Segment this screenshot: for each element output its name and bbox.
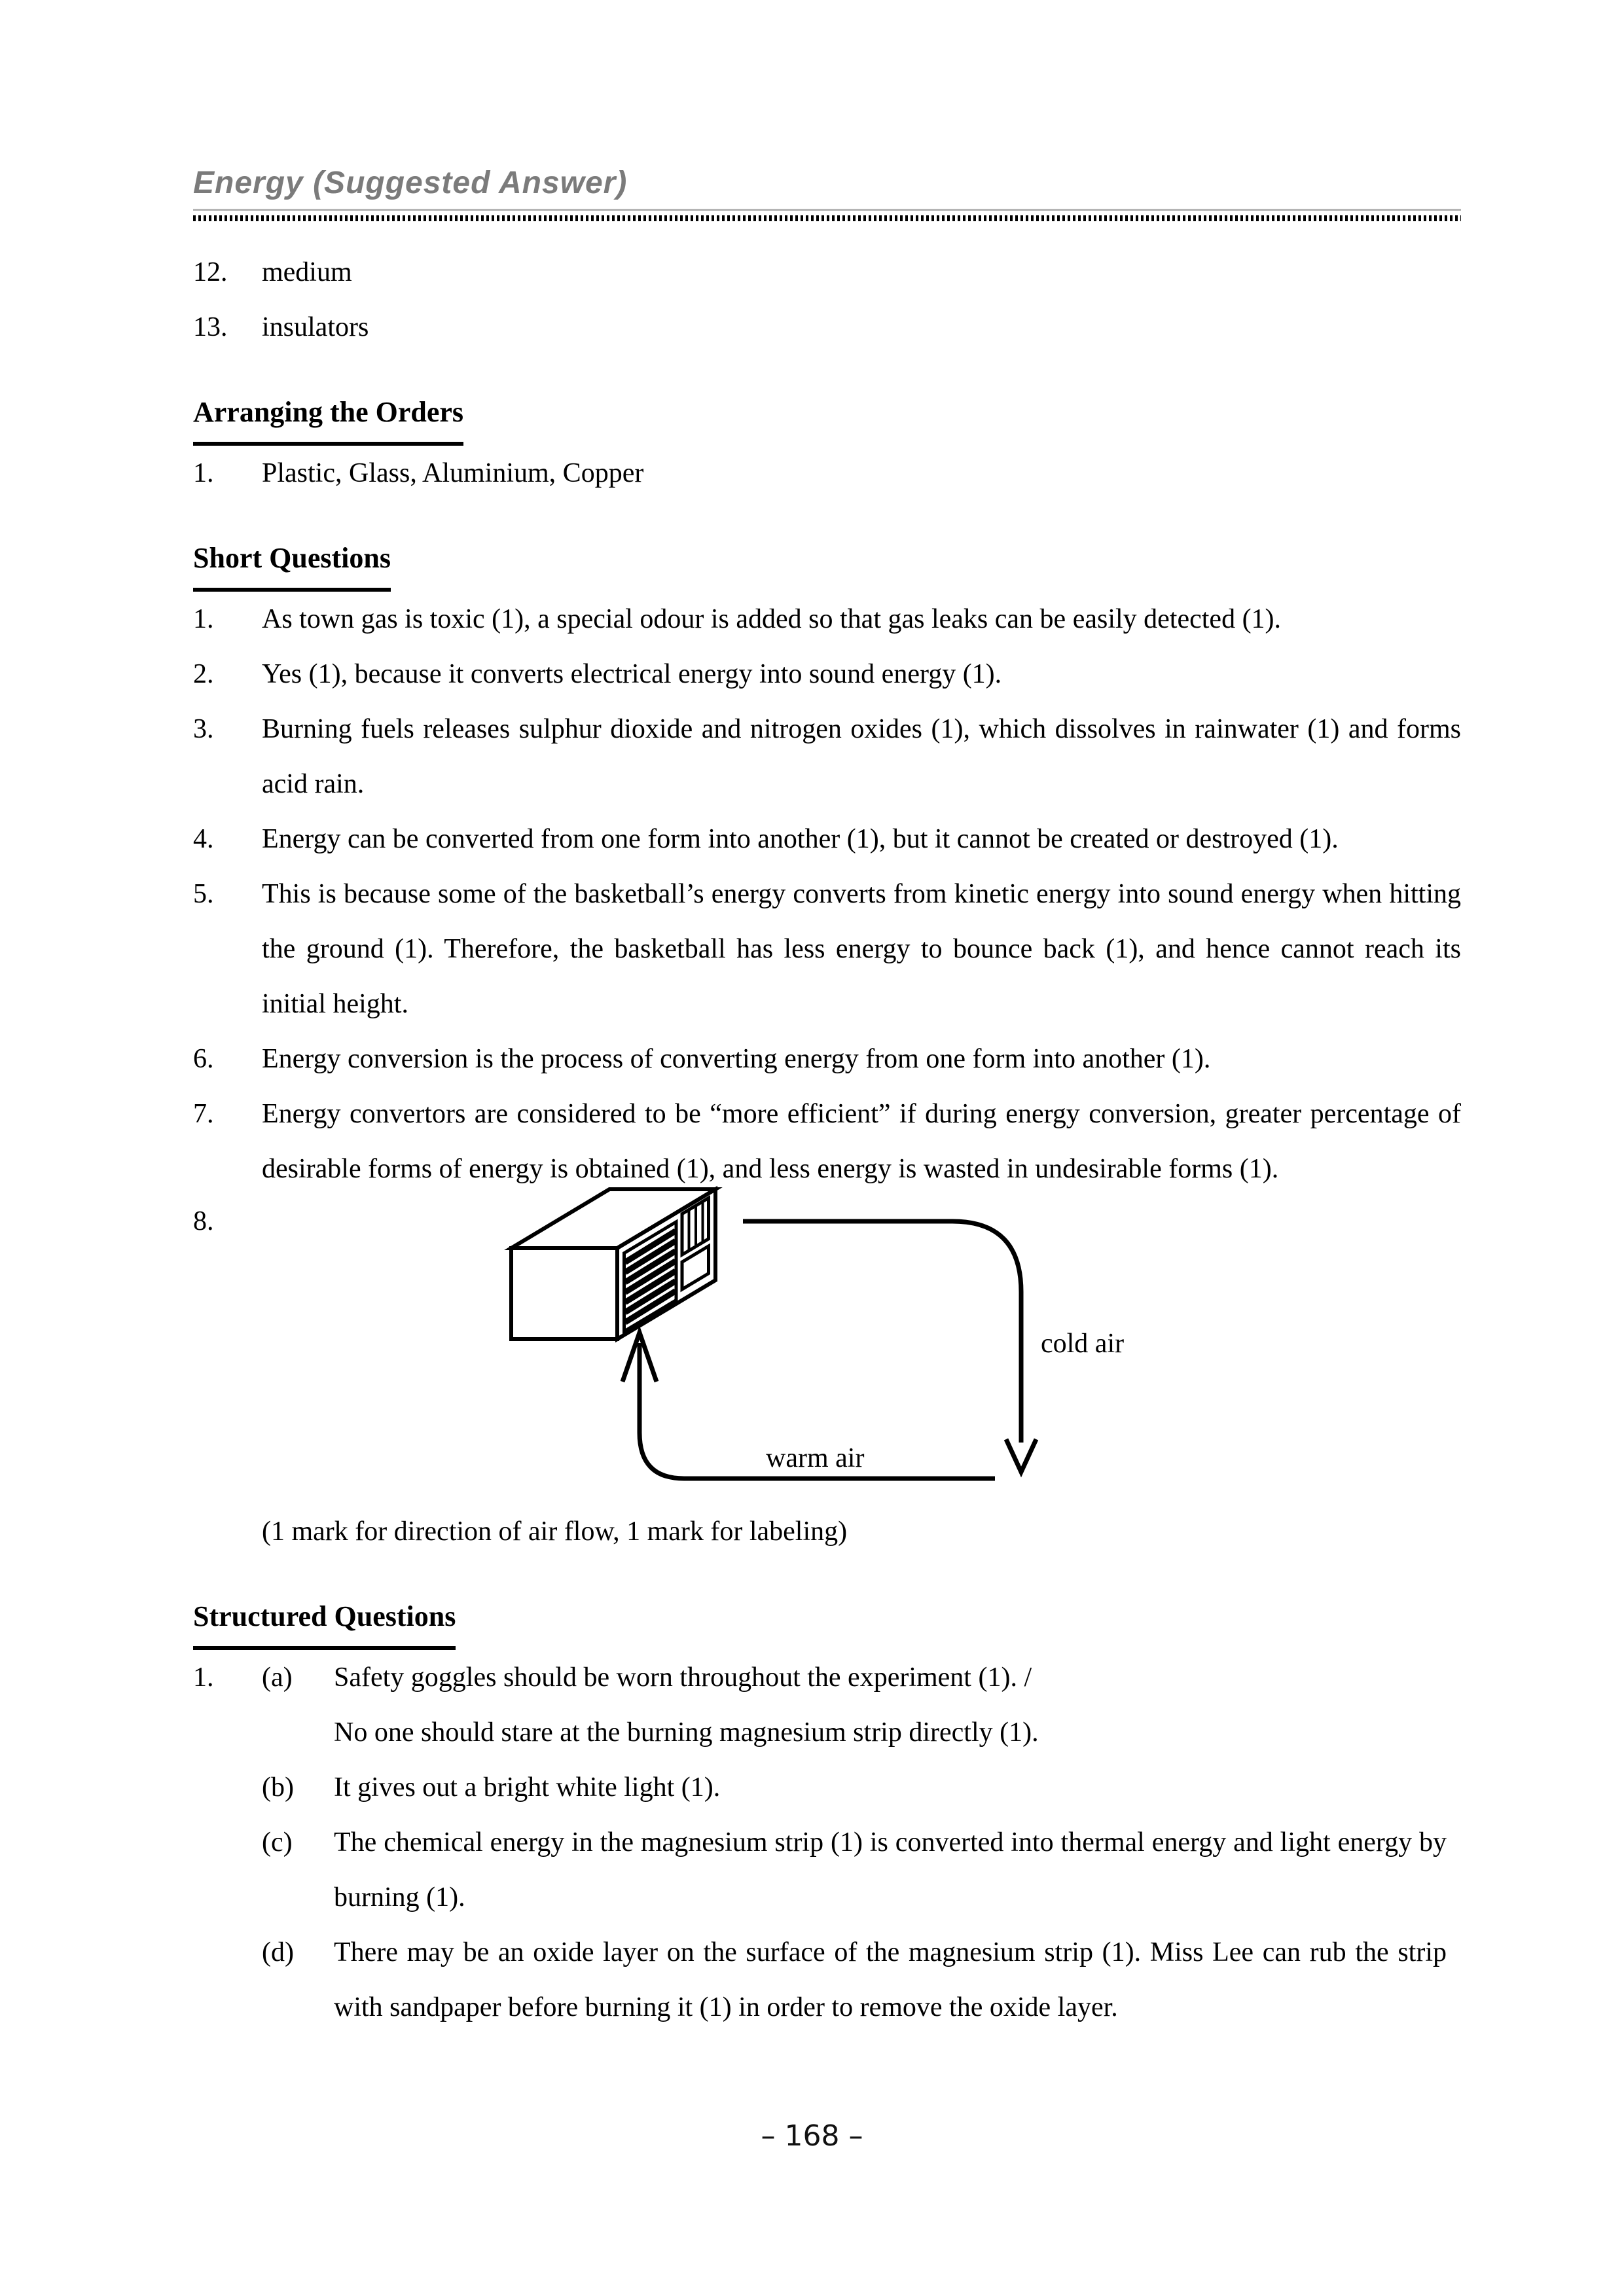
structured-part: [193, 1760, 1461, 1815]
item-text: Plastic, Glass, Aluminium, Copper: [262, 458, 644, 488]
item-number: 1.: [193, 458, 214, 488]
item-number: 13.: [193, 312, 228, 342]
item-number: 4.: [193, 824, 214, 854]
part-letter: (b): [262, 1772, 294, 1803]
part-text: [334, 1650, 1447, 1760]
part-text: It gives out a bright white light (1).: [334, 1772, 721, 1803]
list-item: [193, 1086, 1461, 1196]
part-text: The chemical energy in the magnesium strip (1) is converted into thermal energy and light energy by burning (1).: [334, 1827, 1447, 1912]
section-short-questions: [193, 531, 1461, 592]
part-letter: (d): [262, 1937, 294, 1967]
item-text: As town gas is toxic (1), a special odour is added so that gas leaks can be easily detected (1).: [262, 604, 1282, 634]
section-arranging: [193, 385, 1461, 446]
fill-in-answers: [193, 245, 1461, 355]
list-item: [193, 592, 1461, 647]
item-number: 2.: [193, 659, 214, 689]
structured-part: [193, 1815, 1461, 1925]
section-heading: Structured Questions: [193, 1589, 456, 1650]
item-number: 5.: [193, 879, 214, 909]
section-heading: Short Questions: [193, 531, 391, 592]
structured-part: [193, 1650, 1461, 1760]
list-item: [193, 812, 1461, 867]
item-text: Burning fuels releases sulphur dioxide and nitrogen oxides (1), which dissolves in rainwater (1) and forms acid rain.: [262, 714, 1461, 799]
page-title: Energy (Suggested Answer): [193, 166, 628, 200]
diagram-caption: (1 mark for direction of air flow, 1 mark for labeling): [262, 1516, 848, 1547]
air-conditioner-diagram: [193, 1200, 1461, 1495]
item-text: medium: [262, 257, 352, 287]
cold-air-label: cold air: [1041, 1329, 1125, 1359]
list-item: [193, 245, 1461, 300]
item-text: insulators: [262, 312, 369, 342]
list-item: [193, 867, 1461, 1031]
list-item: [193, 702, 1461, 812]
section-structured-questions: [193, 1589, 1461, 1650]
item-number: 8.: [193, 1206, 214, 1236]
ac-front-face: [511, 1248, 617, 1339]
item-number: 1.: [193, 604, 214, 634]
item-number: 6.: [193, 1044, 214, 1074]
list-item: [193, 446, 1461, 501]
item-number: 3.: [193, 714, 214, 744]
item-text: Energy convertors are considered to be “more efficient” if during energy conversion, greater percentage of desirable forms of energy is obtained (1), and less energy is wasted in undesirable forms (1).: [262, 1099, 1461, 1184]
item-text: Yes (1), because it converts electrical energy into sound energy (1).: [262, 659, 1002, 689]
item-text: Energy can be converted from one form into another (1), but it cannot be created or destroyed (1).: [262, 824, 1339, 854]
section-heading: Arranging the Orders: [193, 385, 463, 446]
part-letter: (c): [262, 1827, 293, 1857]
page-header: [193, 165, 1461, 211]
item-text: Energy conversion is the process of converting energy from one form into another (1).: [262, 1044, 1211, 1074]
warm-air-label: warm air: [766, 1443, 865, 1473]
answer-line: No one should stare at the burning magnesium strip directly (1).: [334, 1717, 1039, 1748]
page-number: – 168 –: [761, 2119, 863, 2153]
structured-part: [193, 1925, 1461, 2035]
answer-line: Safety goggles should be worn throughout the experiment (1). /: [334, 1662, 1032, 1693]
part-text: There may be an oxide layer on the surface of the magnesium strip (1). Miss Lee can rub the strip with sandpaper before burning it (1) in order to remove the oxide layer.: [334, 1937, 1447, 2022]
item-number: 7.: [193, 1099, 214, 1129]
list-item: [193, 300, 1461, 355]
list-item: [193, 1031, 1461, 1086]
part-letter: (a): [262, 1662, 293, 1693]
item-number: 12.: [193, 257, 228, 287]
list-item: [193, 647, 1461, 702]
item-text: This is because some of the basketball’s energy converts from kinetic energy into sound energy when hitting the ground (1). Therefore, the basketball has less energy to bounce back (1), and hence cannot reach its initial height.: [262, 879, 1461, 1019]
air-conditioner-drawing: [468, 1181, 1221, 1547]
cold-air-arrow: [743, 1221, 1036, 1472]
header-dotted-rule: [193, 215, 1461, 221]
item-number: 1.: [193, 1662, 214, 1693]
